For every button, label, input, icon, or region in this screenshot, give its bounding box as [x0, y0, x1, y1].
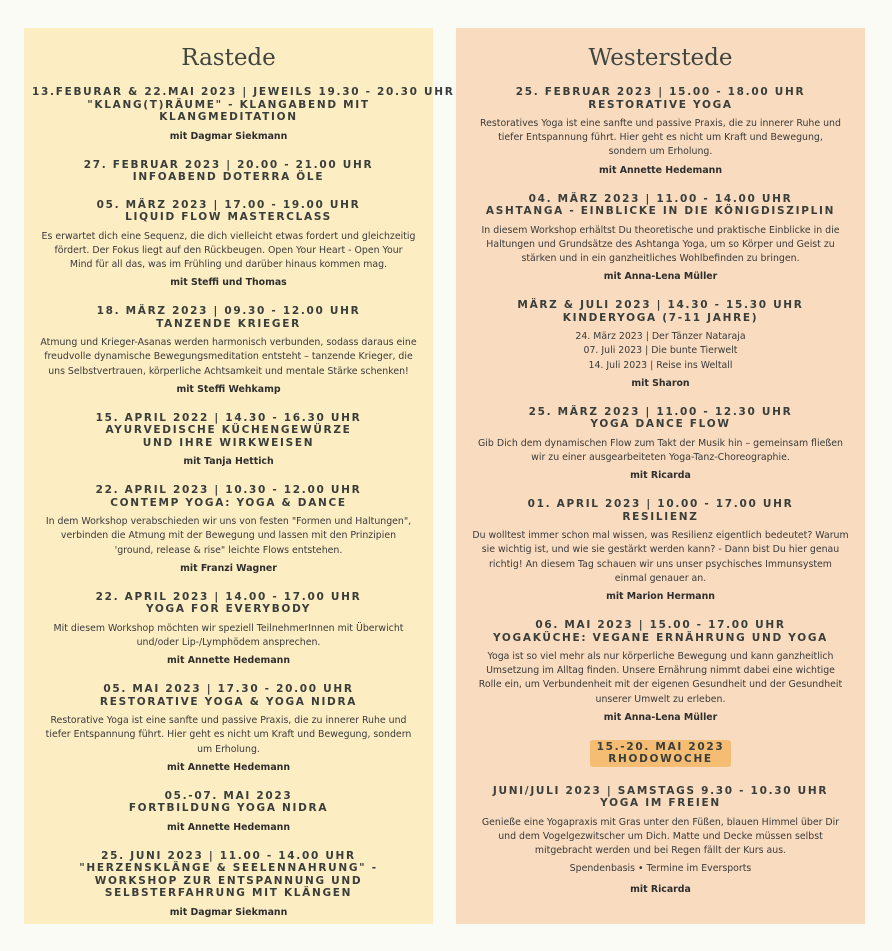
- event-teacher: mit Annette Hedemann: [167, 655, 290, 667]
- event-item: [32, 199, 425, 291]
- event-item: [464, 193, 857, 285]
- rastede-event-list: [32, 86, 455, 920]
- event-description-line: um Erholung.: [197, 743, 260, 755]
- event-title-line: 25. FEBRUAR 2023 | 15.00 - 18.00 UHR: [515, 86, 806, 98]
- event-title-line: MÄRZ & JULI 2023 | 14.30 - 15.30 UHR: [517, 299, 804, 312]
- event-description-line: mitgebracht werden und bei Regen fällt der Kurs aus.: [534, 845, 787, 857]
- event-title-line: 25. JUNI 2023 | 11.00 - 14.00 UHR: [101, 849, 356, 862]
- event-item: [464, 406, 857, 483]
- event-title-line: UND IHRE WIRKWEISEN: [142, 436, 315, 449]
- event-title: [32, 86, 455, 124]
- event-title: [32, 591, 425, 616]
- event-description: [32, 714, 425, 757]
- event-item: [32, 159, 425, 184]
- event-description-line: Mit diesem Workshop möchten wir speziell TeilnehmerInnen mit Überwicht: [53, 622, 404, 634]
- event-title-line: KLANGMEDITATION: [159, 111, 298, 123]
- event-teacher: mit Annette Hedemann: [167, 761, 290, 773]
- event-title-line: 27. FEBRUAR 2023 | 20.00 - 21.00 UHR: [83, 158, 374, 171]
- event-description-line: tiefer Entspannung führt. Hier geht es nicht um Kraft und Bewegung, sondern: [45, 729, 412, 741]
- event-description: [32, 515, 425, 558]
- event-description: [32, 230, 425, 273]
- event-description: [464, 816, 857, 859]
- event-teacher: mit Ricarda: [630, 470, 691, 482]
- event-teacher: mit Anna-Lena Müller: [603, 711, 718, 723]
- event-description-line: Yoga ist so viel mehr als nur körperliche Bewegung und kann ganzheitlich: [487, 651, 834, 663]
- event-description-line: 'ground, release & rise" leichte Flows entstehen.: [114, 544, 343, 556]
- event-title-line: YOGA IM FREIEN: [600, 797, 721, 810]
- event-title-line: 05. MÄRZ 2023 | 17.00 - 19.00 UHR: [96, 198, 361, 211]
- event-description-line: Haltungen und Grundsätze des Ashtanga Yoga, um so Körper und Geist zu: [486, 238, 835, 250]
- event-title: [464, 785, 857, 810]
- event-title-line: AYURVEDISCHE KÜCHENGEWÜRZE: [105, 424, 352, 437]
- event-title-line: RESTORATIVE YOGA & YOGA NIDRA: [99, 695, 358, 708]
- event-item: [464, 299, 857, 391]
- event-description-line: Du wolltest immer schon mal wissen, was Resilienz eigentlich bedeutet? Warum: [472, 530, 849, 542]
- event-teacher: mit Marion Hermann: [606, 591, 715, 603]
- event-description-line: 07. Juli 2023 | Die bunte Tierwelt: [583, 345, 738, 357]
- event-description-line: 24. März 2023 | Der Tänzer Nataraja: [575, 331, 746, 343]
- event-description-line: wir zu einer ausgearbeiteten Yoga-Tanz-Choreographie.: [531, 452, 790, 464]
- event-teacher: mit Ricarda: [630, 883, 691, 895]
- event-item: [464, 619, 857, 725]
- event-description-line: Umsetzung im Alltag finden. Unsere Ernährung nimmt dabei eine wichtige: [486, 665, 835, 677]
- event-item: [32, 683, 425, 775]
- event-title-line: "HERZENSKLÄNGE & SEELENNAHRUNG" -: [79, 862, 378, 875]
- event-title-line: YOGAKÜCHE: VEGANE ERNÄHRUNG UND YOGA: [493, 631, 828, 644]
- highlight-line: 15.-20. MAI 2023: [596, 740, 725, 753]
- event-description: [464, 529, 857, 586]
- event-teacher: mit Steffi und Thomas: [170, 277, 287, 289]
- event-title-line: 22. APRIL 2023 | 10.30 - 12.00 UHR: [95, 484, 362, 497]
- event-description: [32, 336, 425, 379]
- event-title-line: FORTBILDUNG YOGA NIDRA: [128, 802, 329, 815]
- event-description-line: Restorative Yoga ist eine sanfte und passive Praxis, die zu innerer Ruhe und: [50, 715, 407, 727]
- event-title: [32, 199, 425, 224]
- event-description: [464, 117, 857, 160]
- westerstede-title: Westerstede: [588, 45, 733, 71]
- event-title: [32, 790, 425, 815]
- highlight-line: RHODOWOCHE: [608, 753, 713, 766]
- event-description-line: Rolle ein, um Verbundenheit mit der eigenen Gesundheit und der Gesundheit: [478, 679, 843, 691]
- event-highlight-wrap: [464, 740, 857, 767]
- event-description-line: Restoratives Yoga ist eine sanfte und passive Praxis, die zu innerer Ruhe und: [480, 118, 841, 129]
- event-teacher: mit Steffi Wehkamp: [176, 383, 281, 395]
- event-item: [32, 850, 425, 920]
- event-title: [464, 619, 857, 644]
- event-description-line: sie wichtig ist, und wie sie gestärkt werden kann? - Dann bist Du hier genau: [481, 544, 840, 556]
- event-teacher: mit Anna-Lena Müller: [603, 271, 718, 283]
- event-title: [464, 86, 857, 111]
- event-teacher: mit Dagmar Siekmann: [169, 130, 288, 142]
- event-description: [464, 650, 857, 707]
- event-teacher: mit Sharon: [631, 377, 690, 389]
- event-title-line: 22. APRIL 2023 | 14.00 - 17.00 UHR: [95, 590, 362, 603]
- event-description-line: Genieße eine Yogapraxis mit Gras unter den Füßen, blauen Himmel über Dir: [481, 816, 840, 828]
- event-title-line: 18. MÄRZ 2023 | 09.30 - 12.00 UHR: [96, 305, 361, 318]
- event-title-line: RESTORATIVE YOGA: [588, 98, 733, 111]
- event-title-line: ASHTANGA - EINBLICKE IN DIE KÖNIGDISZIPLIN: [485, 205, 836, 218]
- event-title: [32, 850, 425, 900]
- event-description-line: unserer Umwelt zu erleben.: [595, 693, 726, 705]
- event-description-line: verbinden die Atmung mit der Bewegung und lassen mit den Prinzipien: [60, 530, 397, 542]
- event-item: [464, 740, 857, 767]
- event-description-line: 14. Juli 2023 | Reise ins Weltall: [588, 359, 733, 371]
- event-title: [32, 159, 425, 184]
- event-item: [464, 785, 857, 897]
- event-title-line: JUNI/JULI 2023 | SAMSTAGS 9.30 - 10.30 UHR: [492, 784, 829, 797]
- event-title-line: WORKSHOP ZUR ENTSPANNUNG UND: [94, 874, 363, 887]
- event-title: [32, 412, 425, 450]
- event-title: [32, 484, 425, 509]
- westerstede-column: [456, 28, 865, 924]
- event-description-line: freudvolle dynamische Bewegungsmeditation entsteht – tanzende Krieger, die: [44, 351, 413, 363]
- event-item: [464, 86, 857, 178]
- event-description: [32, 622, 425, 650]
- event-teacher: mit Dagmar Siekmann: [169, 906, 288, 918]
- event-description-line: uns Selbstvertrauen, körperliche Achtsamkeit und mentale Stärke schenken!: [48, 365, 409, 377]
- event-title-line: 06. MAI 2023 | 15.00 - 17.00 UHR: [535, 619, 786, 632]
- event-description-line: stärken und in ein ganzheitliches Wohlbefinden zu bringen.: [521, 253, 800, 265]
- event-item: [32, 790, 425, 835]
- event-title-line: 15. APRIL 2022 | 14.30 - 16.30 UHR: [95, 411, 362, 424]
- event-title-line: KINDERYOGA (7-11 JAHRE): [562, 311, 759, 324]
- event-description-line: In diesem Workshop erhältst Du theoretische und praktische Einblicke in die: [481, 224, 840, 236]
- event-item: [32, 412, 425, 470]
- event-description-line: einmal genauer an.: [614, 572, 707, 584]
- event-title-line: "KLANG(T)RÄUME" - KLANGABEND MIT: [87, 98, 370, 111]
- event-title-line: SELBSTERFAHRUNG MIT KLÄNGEN: [104, 887, 353, 900]
- event-title-line: 05. MAI 2023 | 17.30 - 20.00 UHR: [103, 683, 354, 696]
- event-description-line: Es erwartet dich eine Sequenz, die dich vielleicht etwas fordert und gleichzeitig: [41, 230, 416, 242]
- event-description-line: und dem Vogelgezwitscher um Dich. Matte und Decke müssen selbst: [498, 831, 823, 843]
- event-description-line: Gib Dich dem dynamischen Flow zum Takt der Musik hin – gemeinsam fließen: [478, 437, 843, 449]
- event-description-line: fördert. Der Fokus liegt auf den Rückbeugen. Open Your Heart - Open Your: [54, 244, 403, 256]
- event-title-line: TANZENDE KRIEGER: [156, 317, 301, 330]
- event-teacher: mit Tanja Hettich: [183, 456, 274, 468]
- event-item: [32, 591, 425, 668]
- event-title-line: INFOABEND DOTERRA ÖLE: [132, 171, 325, 183]
- rastede-column: [24, 28, 455, 924]
- westerstede-event-list: [464, 86, 857, 897]
- highlight-badge: [590, 740, 732, 767]
- event-item: [32, 86, 455, 144]
- event-title-line: RESILIENZ: [622, 510, 699, 523]
- event-title-line: 04. MÄRZ 2023 | 11.00 - 14.00 UHR: [528, 192, 793, 205]
- event-title-line: 01. APRIL 2023 | 10.00 - 17.00 UHR: [527, 498, 794, 511]
- event-extra: Spendenbasis • Termine im Eversports: [569, 863, 752, 875]
- rastede-title: Rastede: [181, 45, 276, 71]
- event-title-line: 05.-07. MAI 2023: [164, 789, 293, 802]
- event-description-line: In dem Workshop verabschieden wir uns von festen "Formen und Haltungen",: [45, 516, 412, 528]
- event-item: [32, 484, 425, 576]
- event-description: [464, 437, 857, 465]
- event-title-line: 13.FEBURAR & 22.MAI 2023 | JEWEILS 19.30 - 20.30 UHR: [32, 86, 455, 98]
- event-item: [32, 305, 425, 397]
- event-teacher: mit Franzi Wagner: [180, 562, 277, 574]
- event-title-line: LIQUID FLOW MASTERCLASS: [125, 211, 332, 223]
- event-title: [464, 498, 857, 523]
- event-description: [464, 330, 857, 373]
- event-description-line: Mind für all das, was im Frühling und darüber hinaus kommen mag.: [69, 258, 388, 270]
- event-title: [464, 406, 857, 431]
- event-description-line: und/oder Lip-/Lymphödem ansprechen.: [136, 637, 321, 649]
- event-title: [464, 193, 857, 218]
- event-title: [32, 305, 425, 330]
- event-item: [464, 498, 857, 604]
- event-title-line: 25. MÄRZ 2023 | 11.00 - 12.30 UHR: [528, 405, 793, 418]
- event-title-line: YOGA DANCE FLOW: [590, 418, 731, 431]
- event-title-line: YOGA FOR EVERYBODY: [145, 603, 312, 616]
- event-teacher: mit Annette Hedemann: [167, 821, 290, 833]
- event-description-line: tiefer Entspannung führt. Hier geht es nicht um Kraft und Bewegung,: [498, 132, 823, 144]
- event-description-line: sondern um Erholung.: [608, 146, 713, 158]
- event-description: [464, 224, 857, 267]
- event-title: [32, 683, 425, 708]
- event-description-line: richtig! An diesem Tag schauen wir uns unser psychisches Immunsystem: [489, 558, 832, 570]
- event-title-line: CONTEMP YOGA: YOGA & DANCE: [110, 496, 347, 509]
- event-title: [464, 299, 857, 324]
- event-teacher: mit Annette Hedemann: [599, 164, 722, 176]
- event-description-line: Atmung und Krieger-Asanas werden harmonisch verbunden, sodass daraus eine: [40, 337, 417, 349]
